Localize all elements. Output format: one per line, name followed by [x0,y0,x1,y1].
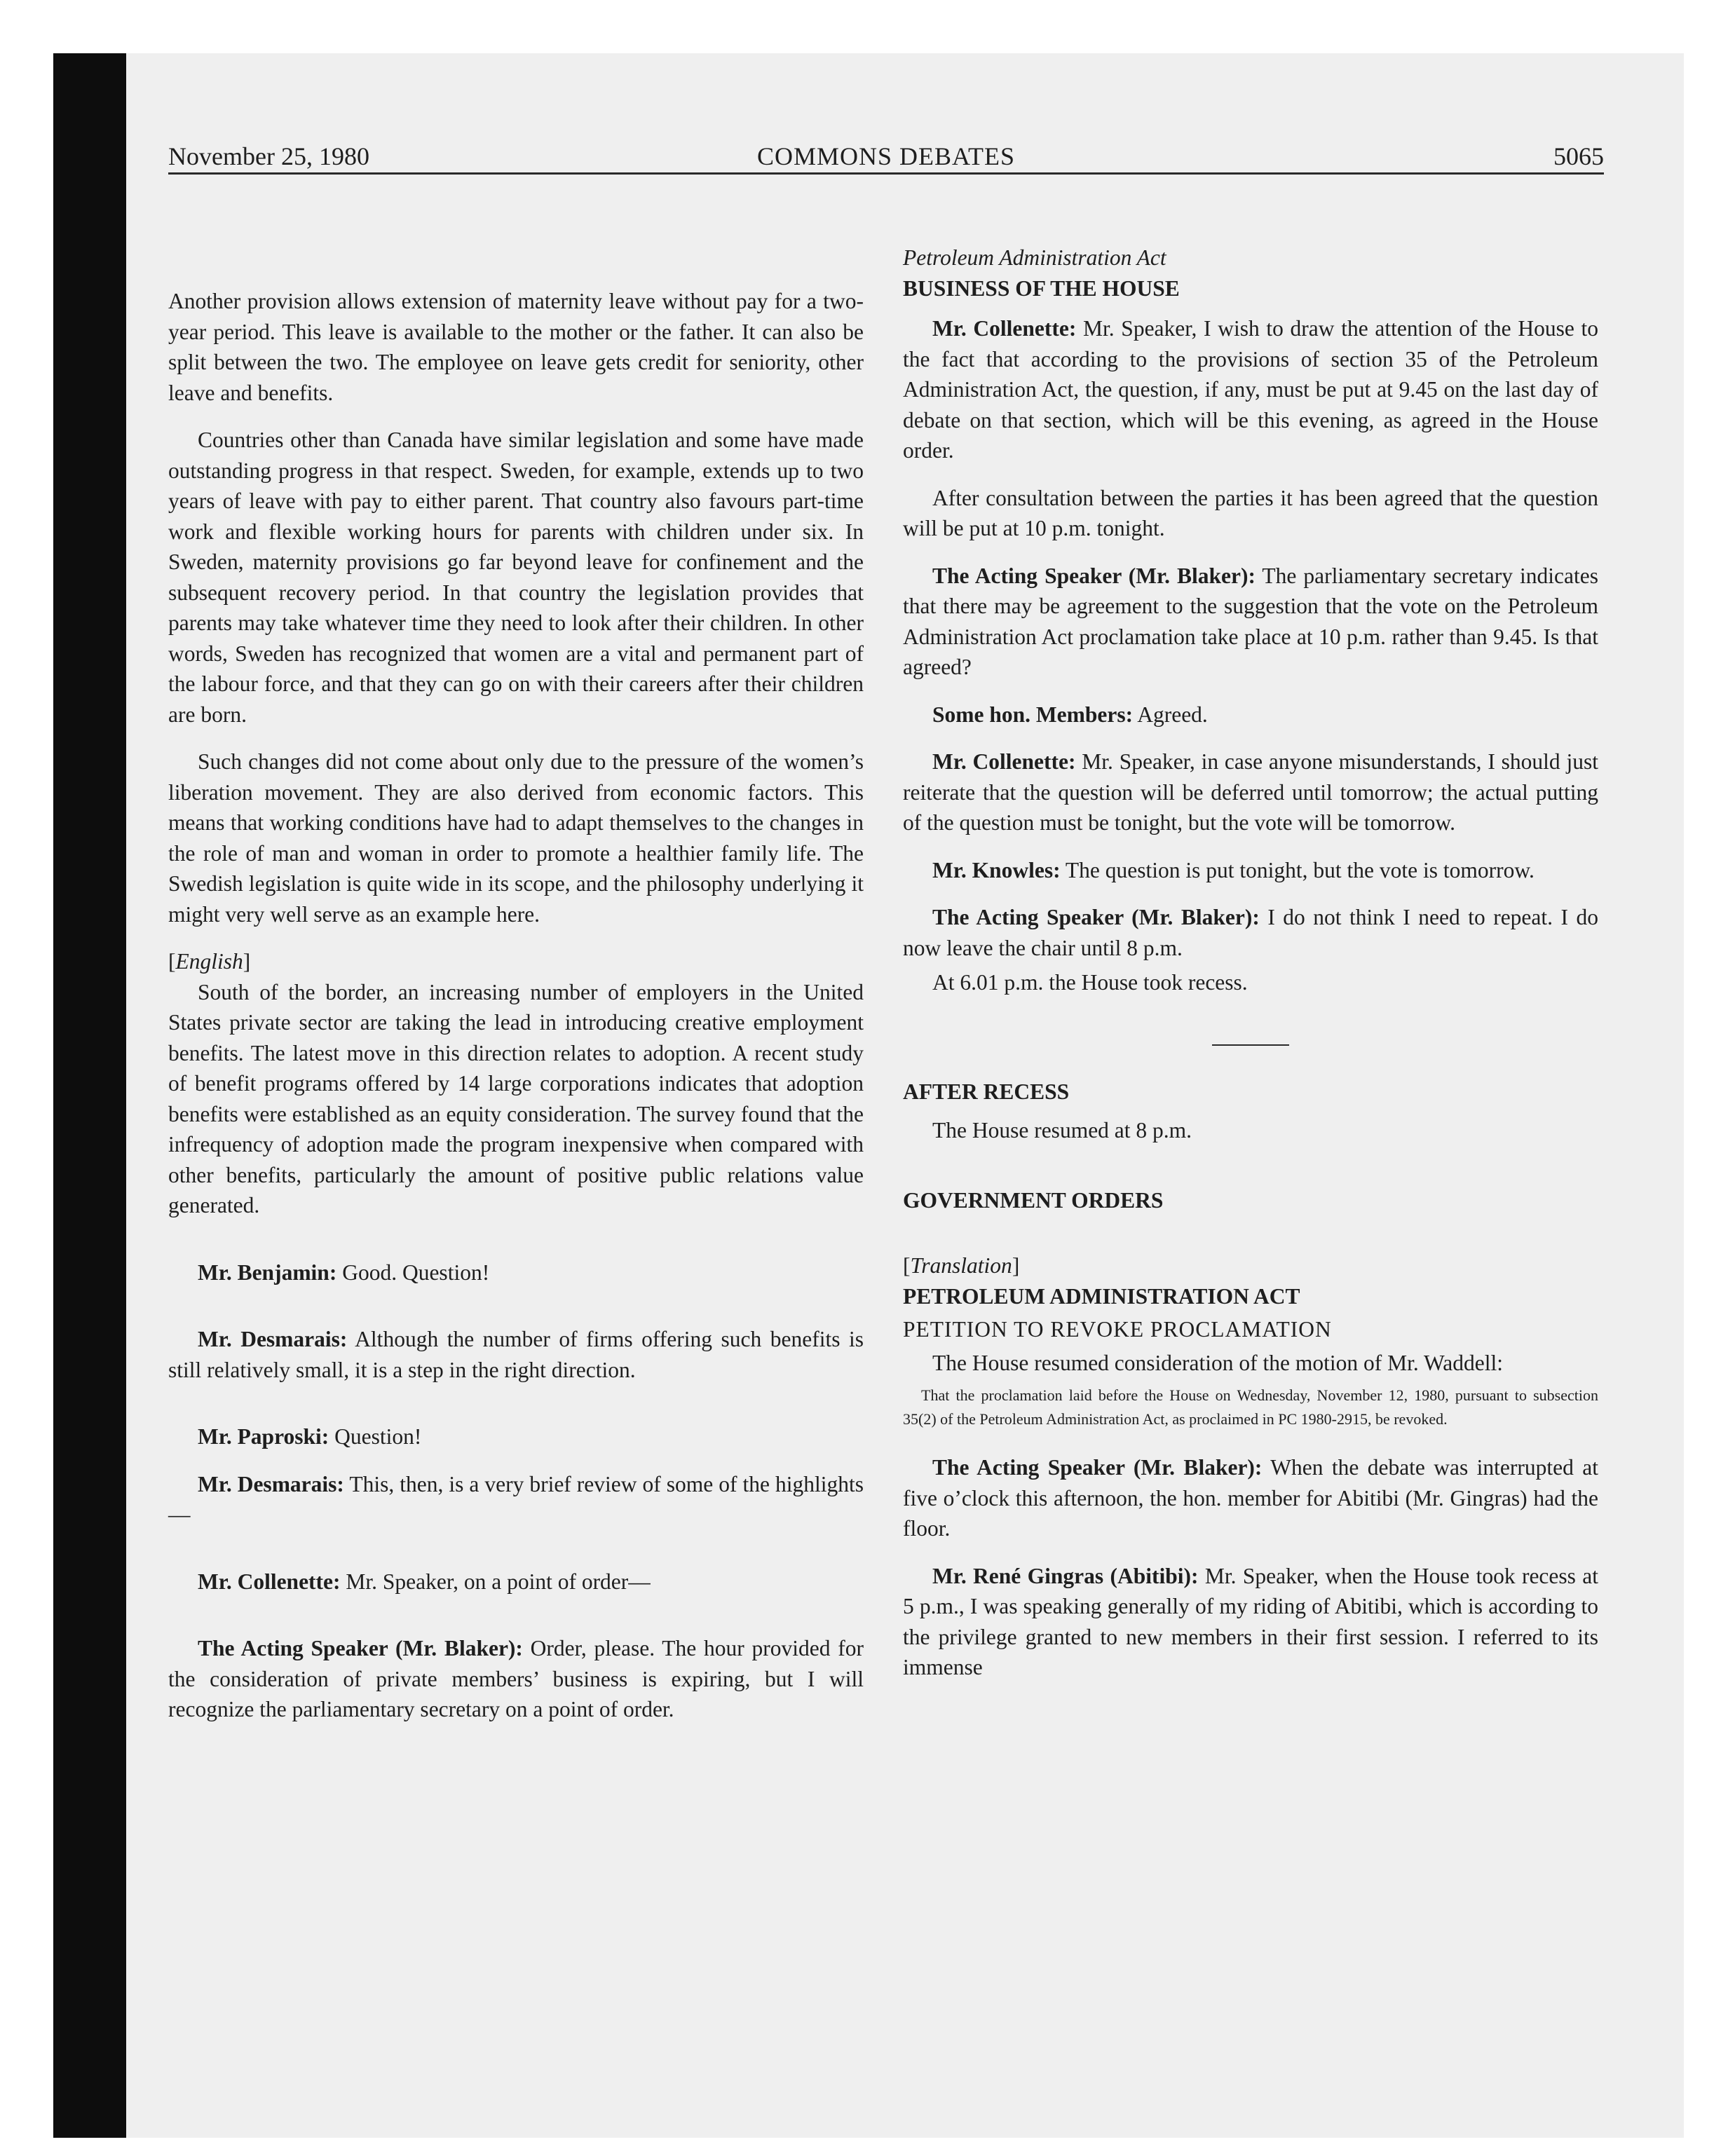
major-heading: GOVERNMENT ORDERS [903,1187,1164,1213]
speaker-name: The Acting Speaker (Mr. Blaker): [932,1455,1263,1480]
scanned-page [53,53,1684,2138]
speaker-name: Mr. Desmarais: [198,1471,344,1496]
speech: The Acting Speaker (Mr. Blaker): When the debate was interrupted at five o’clock this afternoon, the hon. member for Abitibi (Mr. Gingras) had the floor. [903,1455,1598,1541]
paragraph: Another provision allows extension of maternity leave without pay for a two-year period. This leave is available to the mother or the father. It can also be split between the two. The employee on leave gets credit for seniority, other leave and benefits. [168,289,864,405]
speech: The Acting Speaker (Mr. Blaker): Order, please. The hour provided for the consideration of private members’ business is expiring, but I will recognize the parliamentary secretary on a point of order. [168,1636,864,1721]
speech: Mr. Collenette: Mr. Speaker, I wish to draw the attention of the House to the fact that according to the provisions of section 35 of the Petroleum Administration Act, the question, if any, must be put at 9.45 on the last day of debate on that section, which will be this evening, as agreed in the House order. [903,316,1598,463]
act-heading: PETROLEUM ADMINISTRATION ACT [903,1283,1300,1309]
translation-tag: [Translation] [903,1253,1020,1278]
paragraph: Countries other than Canada have similar legislation and some have made outstanding progress in that respect. Sweden, for example, extends up to two years of leave with pay to either parent. That country also favours part-time work and flexible working hours for parents with children under six. In Sweden, maternity provisions go far beyond leave for confinement and the subsequent recovery period. In that country the legislation provides that parents may take whatever time they need to look after their children. In other words, Sweden has recognized that women are a vital and permanent part of the labour force, and that they can go on with their careers after their children are born. [168,428,864,727]
speech: Mr. Collenette: Mr. Speaker, in case anyone misunderstands, I should just reiterate that the question will be deferred until tomorrow; the actual putting of the question must be tonight, but the vote will be tomorrow. [903,749,1598,835]
speaker-name: Mr. Paproski: [198,1424,329,1449]
page-header [168,140,1604,175]
speaker-name: Mr. Collenette: [932,316,1077,341]
speech: Mr. Benjamin: Good. Question! [198,1260,490,1285]
speaker-name: Mr. Collenette: [198,1569,341,1594]
header-page-number: 5065 [1553,142,1604,170]
binding-edge [53,53,126,2138]
paragraph: After consultation between the parties it has been agreed that the question will be put at 10 p.m. tonight. [903,485,1598,540]
speaker-name: Mr. Benjamin: [198,1260,337,1285]
speech: Mr. Desmarais: Although the number of firms offering such benefits is still relatively small, it is a step in the right direction. [168,1327,864,1382]
speech: Mr. René Gingras (Abitibi): Mr. Speaker, when the House took recess at 5 p.m., I was speaking generally of my riding of Abitibi, which is according to the privilege granted to new members in their first session. I referred to its immense [903,1563,1599,1679]
motion-text: That the proclamation laid before the House on Wednesday, November 12, 1980, pursuant to subsection 35(2) of the Petroleum Administration Act, as proclaimed in PC 1980-2915, be revoked. [903,1386,1598,1428]
speech: The Acting Speaker (Mr. Blaker): The parliamentary secretary indicates that there may be agreement to the suggestion that the vote on the Petroleum Administration Act proclamation take place at 10 p.m. rather than 9.45. Is that agreed? [903,563,1598,679]
speaker-name: The Acting Speaker (Mr. Blaker): [932,905,1260,929]
speech: The Acting Speaker (Mr. Blaker): I do not think I need to repeat. I do now leave the chair until 8 p.m. [903,905,1598,960]
paragraph: Such changes did not come about only due to the pressure of the women’s liberation movement. They are also derived from economic factors. This means that working conditions have had to adapt themselves to the changes in the role of man and woman in order to promote a healthier family life. The Swedish legislation is quite wide in its scope, and the philosophy underlying it might very well serve as an example here. [168,749,864,927]
sub-heading: PETITION TO REVOKE PROCLAMATION [903,1317,1332,1342]
section-heading: BUSINESS OF THE HOUSE [903,275,1180,301]
speaker-name: Mr. René Gingras (Abitibi): [932,1563,1199,1588]
speaker-name: Some hon. Members: [932,702,1134,727]
running-head: Petroleum Administration Act [903,245,1166,270]
paragraph: The House resumed at 8 p.m. [932,1118,1192,1142]
speaker-name: Mr. Collenette: [932,749,1076,774]
speech: Mr. Desmarais: This, then, is a very brief review of some of the highlights— [168,1471,864,1527]
speaker-name: Mr. Desmarais: [198,1327,348,1351]
speech: Mr. Collenette: Mr. Speaker, on a point of order— [198,1569,651,1594]
language-tag: [English] [168,949,251,974]
speech: Mr. Paproski: Question! [198,1424,422,1449]
speech: Mr. Knowles: The question is put tonight, but the vote is tomorrow. [932,857,1535,882]
header-date: November 25, 1980 [168,142,369,170]
header-publication: COMMONS DEBATES [756,142,1016,170]
paragraph: The House resumed consideration of the motion of Mr. Waddell: [932,1350,1503,1375]
section-heading: AFTER RECESS [903,1079,1070,1104]
left-column [168,186,864,1725]
speaker-name: The Acting Speaker (Mr. Blaker): [198,1636,523,1660]
speech: Some hon. Members: Agreed. [932,702,1208,727]
right-column [903,186,1598,1683]
section-rule [1212,1044,1289,1046]
speaker-name: Mr. Knowles: [932,857,1061,882]
paragraph: At 6.01 p.m. the House took recess. [932,970,1248,995]
paragraph: South of the border, an increasing number of employers in the United States private sector are taking the lead in introducing creative employment benefits. The latest move in this direction relates to adoption. A recent study of benefit programs offered by 14 large corporations indicates that adoption benefits were established as an equity consideration. The survey found that the infrequency of adoption made the program inexpensive when compared with other benefits, particularly the amount of positive public relations value generated. [168,979,864,1217]
speaker-name: The Acting Speaker (Mr. Blaker): [932,563,1256,588]
